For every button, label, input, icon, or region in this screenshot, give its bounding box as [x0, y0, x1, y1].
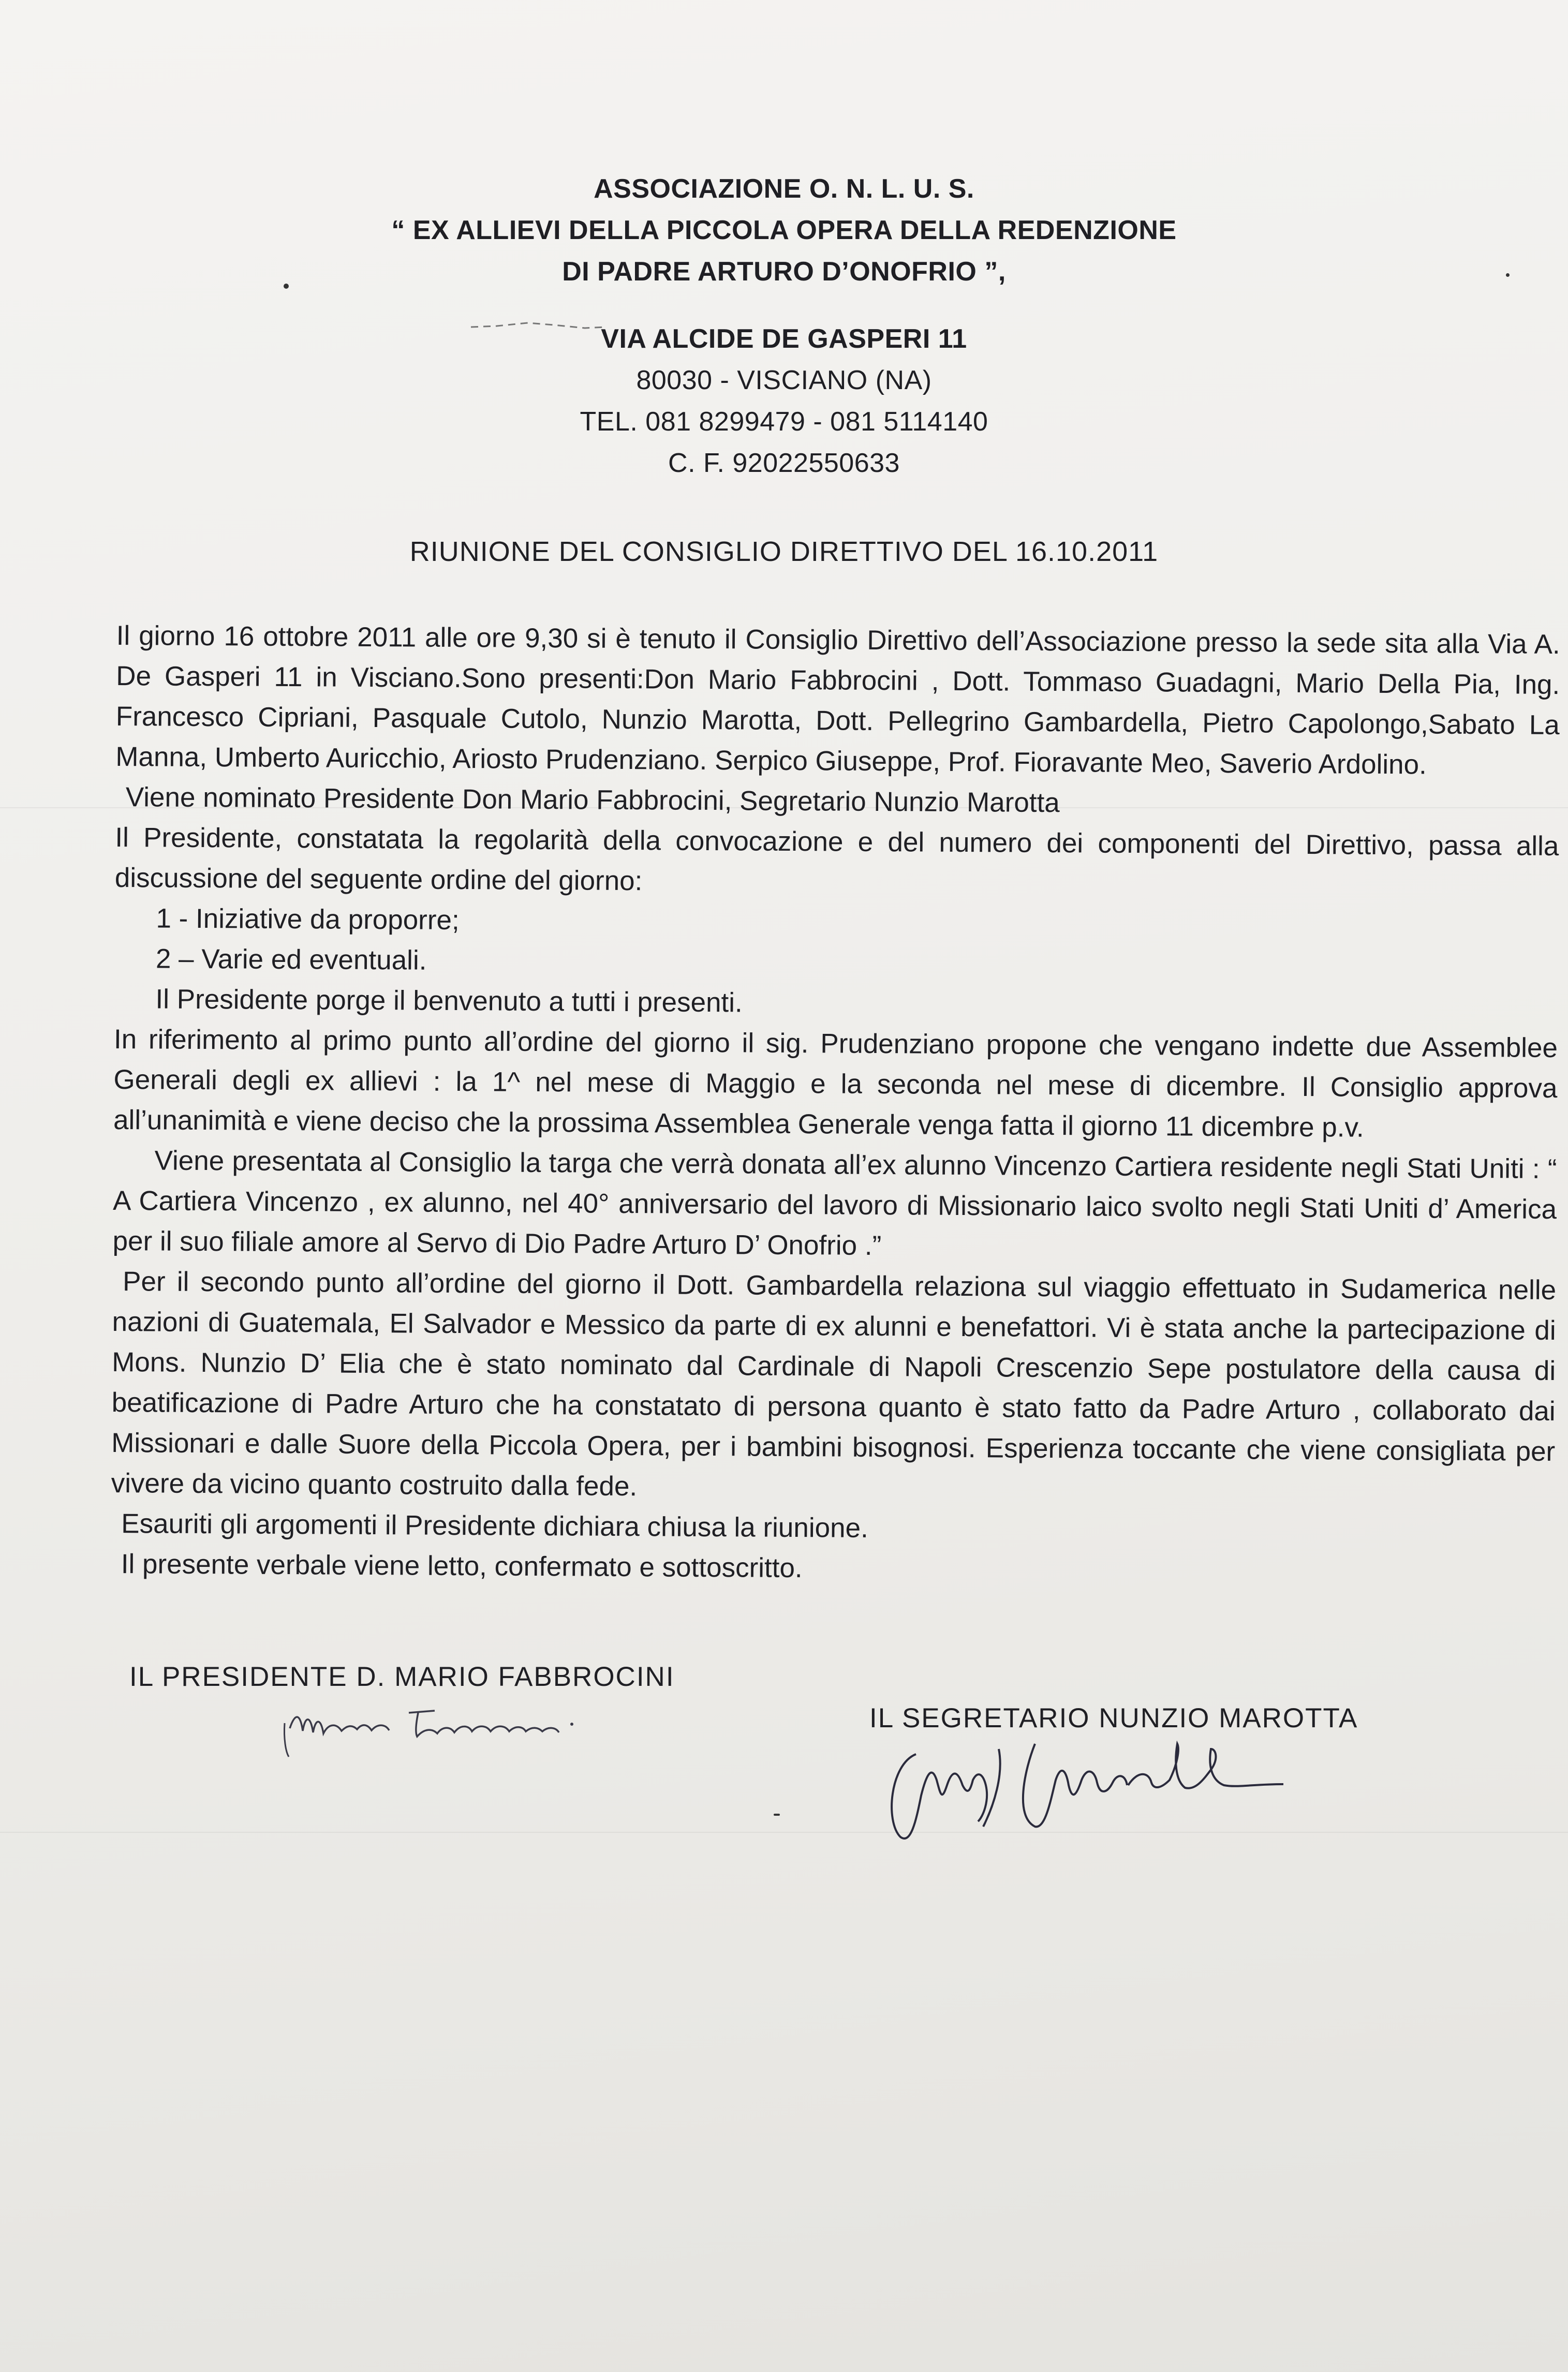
- association-name-line1: “ EX ALLIEVI DELLA PICCOLA OPERA DELLA REDENZIONE: [391, 215, 1177, 245]
- phone-numbers: TEL. 081 8299479 - 081 5114140: [580, 407, 988, 437]
- minutes-body: [111, 616, 1560, 1593]
- president-signature-label: IL PRESIDENTE D. MARIO FABBROCINI: [129, 1662, 675, 1692]
- plaque-paragraph: Viene presentata al Consiglio la targa che verrà donata all’ex alunno Vincenzo Cartiera residente negli Stati Uniti : “ A Cartiera Vincenzo , ex alunno, nel 40° anniversario del lavoro di Missionario laico svolto negli Stati Uniti d’ America per il suo filiale amore al Servo di Dio Padre Arturo D’ Onofrio .”: [112, 1145, 1557, 1262]
- association-name-line2: DI PADRE ARTURO D’ONOFRIO ”,: [562, 257, 1006, 287]
- first-point-paragraph: In riferimento al primo punto all’ordine del giorno il sig. Prudenziano propone che vengano indette due Assemblee Generali degli ex allievi : la 1^ nel mese di Maggio e la seconda nel mese di dicembre. Il Consiglio approva all’unanimità e viene deciso che la prossima Assemblea Generale venga fatta il giorno 11 dicembre p.v.: [113, 1024, 1558, 1143]
- president-handwritten-signature: [279, 1692, 652, 1765]
- letterhead: [0, 168, 1568, 484]
- closing-paragraph: Esauriti gli argomenti il Presidente dichiara chiusa la riunione.: [121, 1508, 868, 1544]
- appointment-paragraph: Viene nominato Presidente Don Mario Fabbrocini, Segretario Nunzio Marotta: [125, 782, 1060, 819]
- approval-paragraph: Il presente verbale viene letto, confermato e sottoscritto.: [121, 1549, 803, 1584]
- paper-fold: [0, 1832, 1568, 1833]
- address-city: 80030 - VISCIANO (NA): [636, 365, 932, 395]
- association-type: ASSOCIAZIONE O. N. L. U. S.: [594, 174, 974, 204]
- secretary-handwritten-signature: [880, 1718, 1304, 1852]
- fiscal-code: C. F. 92022550633: [668, 448, 900, 478]
- agenda-intro: Il Presidente, constatata la regolarità della convocazione e del numero dei componenti del Direttivo, passa alla discussione del seguente ordine del giorno:: [114, 822, 1559, 897]
- attendance-paragraph: Il giorno 16 ottobre 2011 alle ore 9,30 si è tenuto il Consiglio Direttivo dell’Associazione presso la sede sita alla Via A. De Gasperi 11 in Visciano.Sono presenti:Don Mario Fabbrocini , Dott. Tommaso Guadagni, Mario Della Pia, Ing. Francesco Cipriani, Pasquale Cutolo, Nunzio Marotta, Dott. Pellegrino Gambardella, Pietro Capolongo,Sabato La Manna, Umberto Auricchio, Ariosto Prudenziano. Serpico Giuseppe, Prof. Fioravante Meo, Saverio Ardolino.: [115, 620, 1560, 780]
- agenda-item: 1 - Iniziative da proporre;: [156, 903, 460, 936]
- second-point-paragraph: Per il secondo punto all’ordine del giorno il Dott. Gambardella relaziona sul viaggio effettuato in Sudamerica nelle nazioni di Guatemala, El Salvador e Messico da parte di ex alunni e benefattori. Vi è stata anche la partecipazione di Mons. Nunzio D’ Elia che è stato nominato dal Cardinale di Napoli Crescenzio Sepe postulatore della causa di beatificazione di Padre Arturo che ha constatato di persona quanto è stato fatto da Padre Arturo , collaborato dai Missionari e dalle Suore della Piccola Opera, per i bambini bisognosi. Esperienza toccante che viene consigliata per vivere da vicino quanto costruito dalla fede.: [111, 1266, 1557, 1502]
- meeting-title: RIUNIONE DEL CONSIGLIO DIRETTIVO DEL 16.10.2011: [409, 536, 1159, 567]
- ink-dot: [774, 1814, 780, 1816]
- secretary-signature-label: IL SEGRETARIO NUNZIO MAROTTA: [869, 1703, 1358, 1733]
- agenda-item: 2 – Varie ed eventuali.: [155, 943, 427, 976]
- welcome-paragraph: Il Presidente porge il benvenuto a tutti i presenti.: [155, 984, 743, 1018]
- address-street: VIA ALCIDE DE GASPERI 11: [601, 324, 967, 354]
